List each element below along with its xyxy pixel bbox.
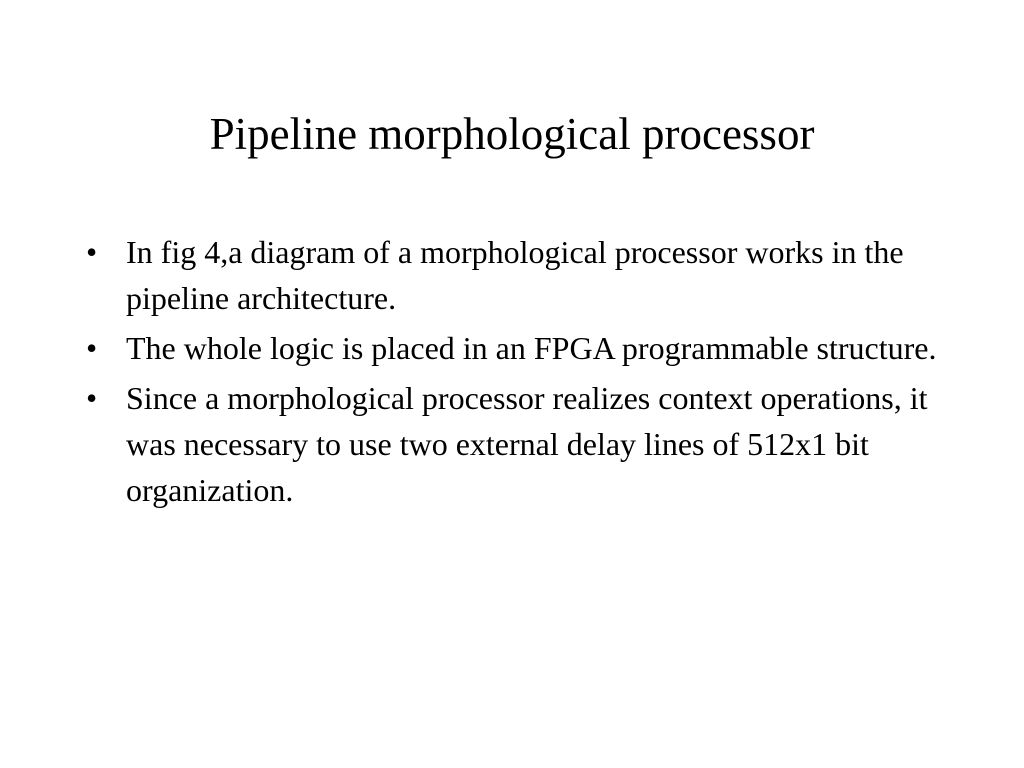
bullet-text: In fig 4,a diagram of a morphological processor works in the pipeline architecture.	[126, 234, 904, 316]
bullet-icon: •	[86, 234, 98, 270]
bullet-icon: •	[86, 330, 98, 366]
bullet-icon: •	[86, 380, 98, 416]
bullet-text: Since a morphological processor realizes context operations, it was necessary to use two external delay lines of 512x1 bit organization.	[126, 380, 928, 508]
bullet-item	[82, 375, 962, 513]
bullet-item	[82, 229, 962, 321]
bullet-list	[82, 229, 962, 517]
slide-title: Pipeline morphological processor	[209, 109, 815, 159]
bullet-text: The whole logic is placed in an FPGA programmable structure.	[126, 330, 937, 366]
bullet-item	[82, 325, 962, 371]
